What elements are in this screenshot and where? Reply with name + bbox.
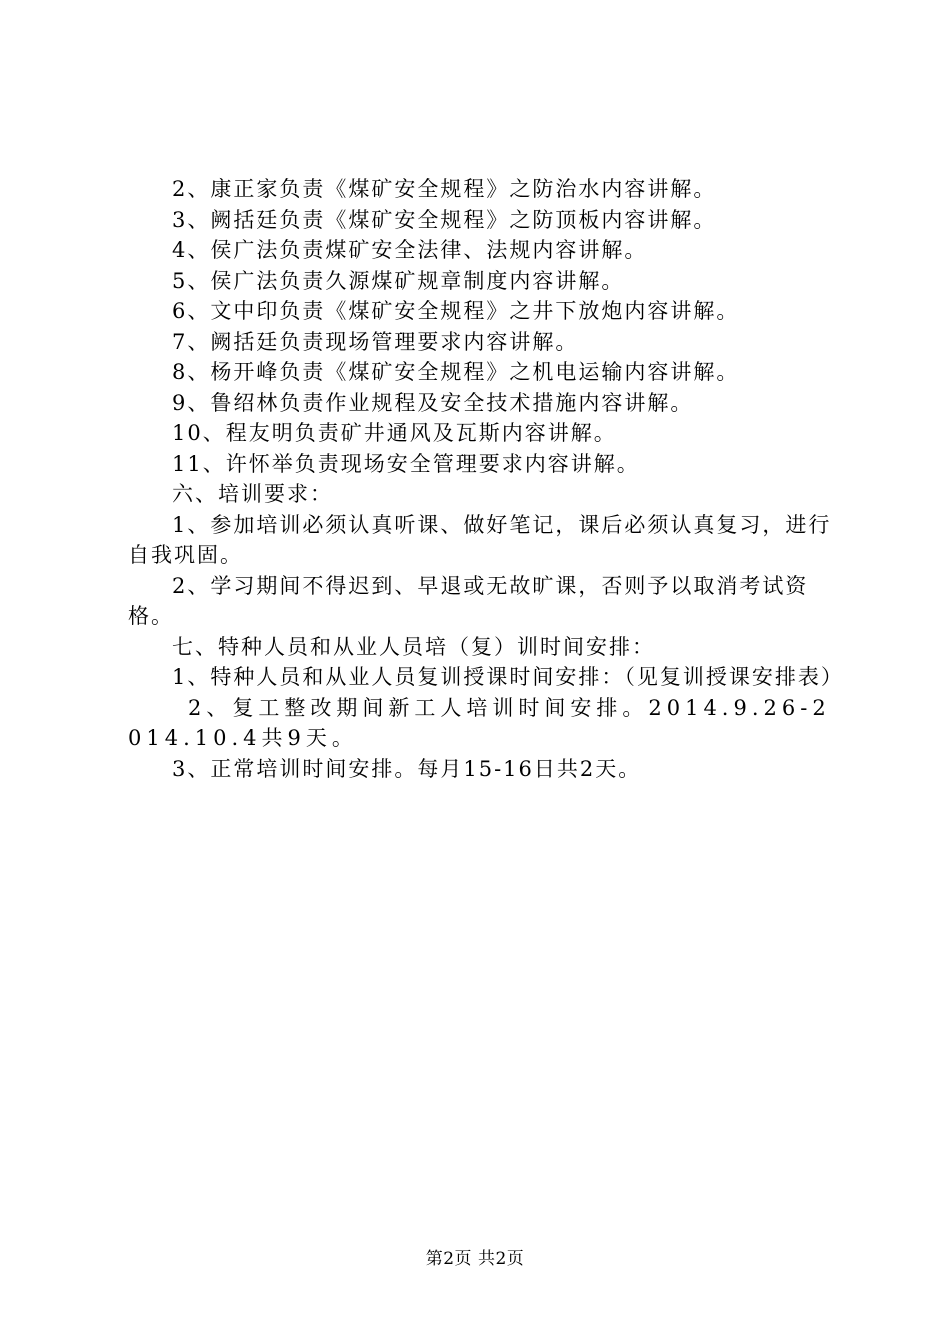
paragraph-requirement-1: 1、参加培训必须认真听课、做好笔记，课后必须认真复习，进行自我巩固。 [128,512,832,567]
paragraph-lecture-8: 8、杨开峰负责《煤矿安全规程》之机电运输内容讲解。 [172,360,740,384]
paragraph-requirement-2: 2、学习期间不得迟到、早退或无故旷课，否则予以取消考试资格。 [128,573,809,628]
section-heading-schedule: 七、特种人员和从业人员培（复）训时间安排： [172,634,655,659]
paragraph-schedule-1: 1、特种人员和从业人员复训授课时间安排：（见复训授课安排表） [172,665,844,689]
paragraph-schedule-2: 2、复工整改期间新工人培训时间安排。2014.9.26-2014.10.4共9天。 [128,695,831,750]
paragraph-lecture-6: 6、文中印负责《煤矿安全规程》之井下放炮内容讲解。 [172,299,740,323]
paragraph-lecture-10: 10、程友明负责矿井通风及瓦斯内容讲解。 [172,421,617,445]
paragraph-schedule-3: 3、正常培训时间安排。每月15-16日共2天。 [172,756,642,781]
document-body [128,174,844,784]
section-heading-requirements: 六、培训要求： [172,482,333,506]
paragraph-lecture-2: 2、康正家负责《煤矿安全规程》之防治水内容讲解。 [172,177,717,201]
paragraph-lecture-3: 3、阙括廷负责《煤矿安全规程》之防顶板内容讲解。 [172,207,717,232]
page-footer: 第2页 共2页 [425,1249,525,1269]
paragraph-lecture-5: 5、侯广法负责久源煤矿规章制度内容讲解。 [172,268,625,293]
paragraph-lecture-9: 9、鲁绍林负责作业规程及安全技术措施内容讲解。 [172,390,694,415]
paragraph-lecture-4: 4、侯广法负责煤矿安全法律、法规内容讲解。 [172,238,648,262]
paragraph-lecture-11: 11、许怀举负责现场安全管理要求内容讲解。 [172,451,640,476]
paragraph-lecture-7: 7、阙括廷负责现场管理要求内容讲解。 [172,329,579,354]
